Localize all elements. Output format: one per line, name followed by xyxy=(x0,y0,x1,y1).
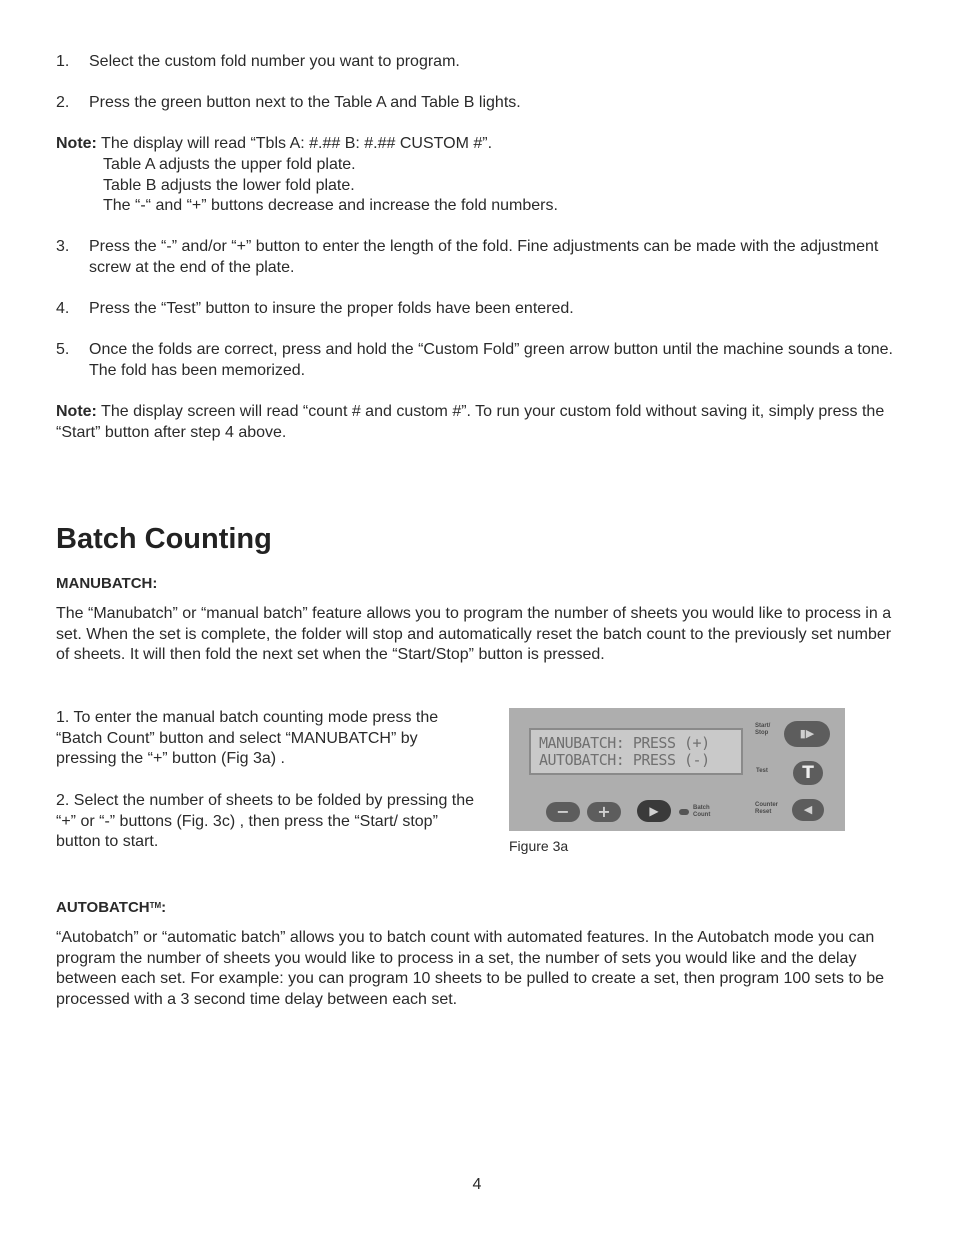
note-2 xyxy=(56,402,906,443)
autobatch-heading-text: AUTOBATCH xyxy=(56,899,150,916)
minus-button xyxy=(546,802,580,822)
note-1-text: The display will read “Tbls A: #.## B: #.## CUSTOM #”. xyxy=(101,135,493,152)
batch-count-button xyxy=(637,800,671,822)
note-2-label: Note: xyxy=(56,403,97,420)
autobatch-text: “Autobatch” or “automatic batch” allows you to batch count with automated features. In the Autobatch mode you can program the number of sheets you would like to process in a set, the number of sets you would like and the delay between each set. For example: you can program 10 sheets to be pulled to create a set, then program 100 sets to be processed with a 3 second time delay between each set. xyxy=(56,929,885,1008)
step-3-number: 3. xyxy=(56,238,70,255)
page-number: 4 xyxy=(472,1176,482,1193)
step-2-text: Press the green button next to the Table A and Table B lights. xyxy=(89,94,521,111)
manubatch-heading: MANUBATCH: xyxy=(56,575,158,592)
note-1 xyxy=(56,134,906,155)
trademark-mark: TM xyxy=(149,901,162,910)
plus-icon: + xyxy=(597,802,611,821)
step-4-text: Press the “Test” button to insure the proper folds have been entered. xyxy=(89,300,574,317)
start-stop-label: Start/ Stop xyxy=(755,723,771,736)
autobatch-heading xyxy=(56,898,166,918)
step-1-number: 1. xyxy=(56,53,70,70)
step-2-number: 2. xyxy=(56,94,70,111)
step-5-number: 5. xyxy=(56,341,70,358)
minus-icon: − xyxy=(556,802,570,821)
note-1-label: Note: xyxy=(56,135,97,152)
play-icon: ▶ xyxy=(649,804,659,818)
step-5-text: Once the folds are correct, press and hold the “Custom Fold” green arrow button until the machine sounds a tone. The fold has been memorized. xyxy=(89,341,893,379)
note-1-line-3: The “-“ and “+” buttons decrease and increase the fold numbers. xyxy=(103,197,558,214)
note-1-line-2: Table B adjusts the lower fold plate. xyxy=(103,177,355,194)
autobatch-heading-colon: : xyxy=(161,899,167,916)
lcd-display xyxy=(529,728,743,775)
lcd-line-1: MANUBATCH: PRESS (+) xyxy=(539,734,710,752)
batch-count-label: Batch Count xyxy=(693,805,711,818)
note-1-line-1: Table A adjusts the upper fold plate. xyxy=(103,156,356,173)
manubatch-step-2: 2. Select the number of sheets to be folded by pressing the “+” or “-” buttons (Fig. 3c) , then press the “Start/ stop” button to start. xyxy=(56,792,475,851)
left-arrow-icon: ◀ xyxy=(803,803,813,816)
batch-count-indicator-light xyxy=(679,809,689,815)
step-3-text: Press the “-” and/or “+” button to enter the length of the fold. Fine adjustments can be made with the adjustment screw at the end of the plate. xyxy=(89,238,879,276)
note-2-text: The display screen will read “count # and custom #”. To run your custom fold without saving it, simply press the “Start” button after step 4 above. xyxy=(56,403,885,441)
manubatch-intro: The “Manubatch” or “manual batch” feature allows you to program the number of sheets you would like to process in a set. When the set is complete, the folder will stop and automatically reset the batch count to the previously set number of sheets. It will then fold the next set when the “Start/Stop” button is pressed. xyxy=(56,605,892,664)
counter-reset-button xyxy=(792,799,824,821)
step-1-text: Select the custom fold number you want to program. xyxy=(89,53,460,70)
control-panel-figure xyxy=(509,708,845,831)
plus-button xyxy=(587,802,621,822)
lcd-line-2: AUTOBATCH: PRESS (-) xyxy=(539,751,710,769)
step-4-number: 4. xyxy=(56,300,70,317)
manubatch-step-1: 1. To enter the manual batch counting mode press the “Batch Count” button and select “MANUBATCH” by pressing the “+” button (Fig 3a) . xyxy=(56,709,439,768)
pause-play-icon: ▮▶ xyxy=(799,727,815,740)
counter-reset-label: Counter Reset xyxy=(755,802,778,815)
figure-caption: Figure 3a xyxy=(509,838,569,854)
section-title: Batch Counting xyxy=(56,523,272,555)
test-label: Test xyxy=(756,768,768,774)
start-stop-button xyxy=(784,721,830,747)
test-button: T xyxy=(793,761,823,785)
